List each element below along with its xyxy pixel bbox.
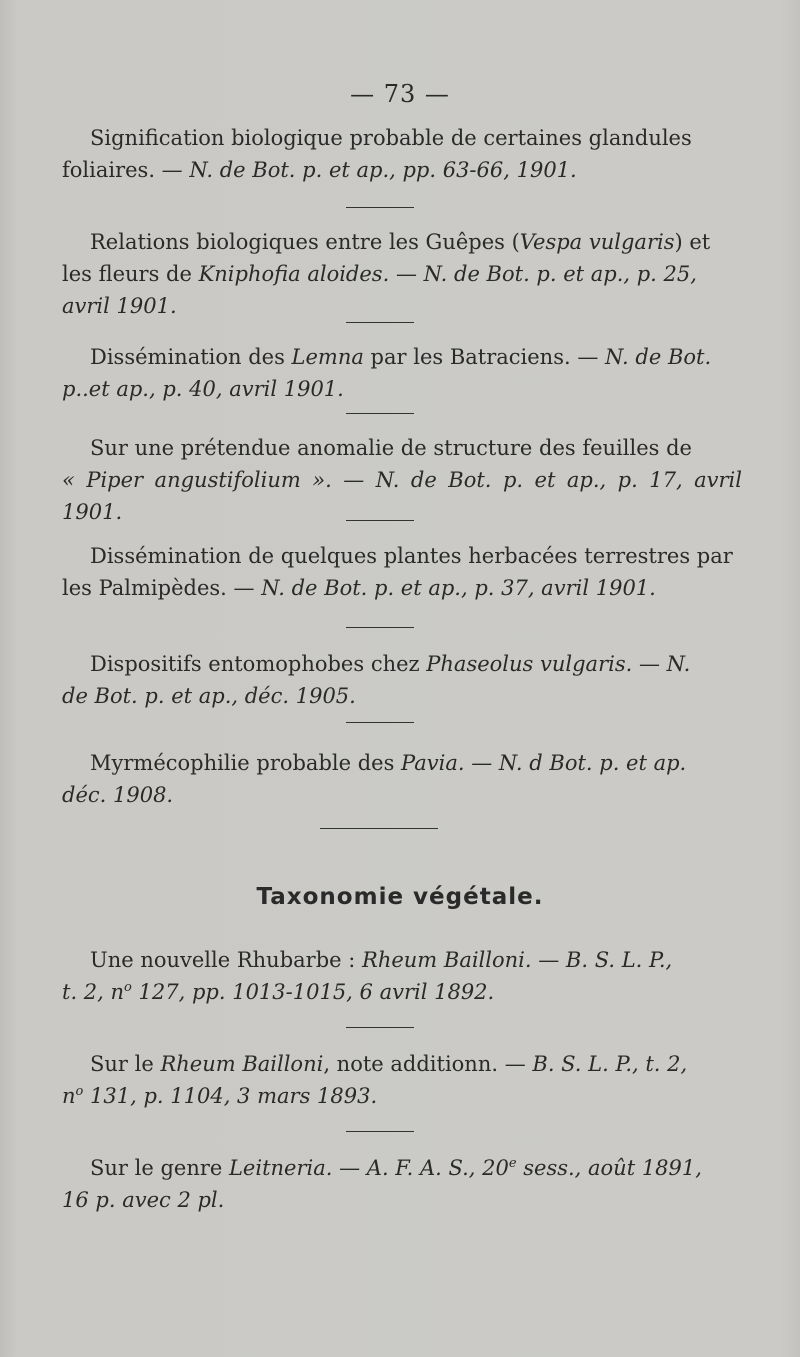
entry-superscript: o <box>124 980 132 995</box>
entry-citation: N. d Bot. p. et ap. <box>498 751 687 775</box>
bibliography-entry <box>62 1152 742 1216</box>
separator-rule <box>346 413 414 414</box>
bibliography-entry <box>62 540 742 604</box>
entry-citation: 127, pp. 1013-1015, 6 avril 1892. <box>131 980 495 1004</box>
entry-text: — <box>389 262 424 286</box>
bibliography-entry <box>62 1048 742 1112</box>
entry-taxon: Pavia. <box>401 751 465 775</box>
bibliography-entry <box>62 648 742 712</box>
entry-text: Sur le <box>90 1052 161 1076</box>
entry-taxon: Rheum Bailloni <box>160 1052 324 1076</box>
entry-text: Dissémination de quelques plantes herbacées terrestres par <box>90 544 733 568</box>
entry-taxon: Kniphofia aloides. <box>198 262 390 286</box>
section-separator-rule <box>320 828 438 829</box>
page-number: — 73 — <box>350 80 450 108</box>
entry-superscript: o <box>75 1084 84 1099</box>
entry-text: les Palmipèdes. — <box>62 576 262 600</box>
entry-citation: B. S. L. P., t. 2, <box>532 1052 688 1076</box>
separator-rule <box>346 627 414 628</box>
entry-citation: p..et ap., p. 40, avril 1901. <box>62 377 344 401</box>
entry-citation: N. de Bot. p. et ap., p. 37, avril 1901. <box>261 576 656 600</box>
entry-citation: avril 1901. <box>62 294 177 318</box>
entry-text: Une nouvelle Rhubarbe : <box>90 948 363 972</box>
entry-text: , note additionn. — <box>323 1052 533 1076</box>
separator-rule <box>346 722 414 723</box>
entry-text: Relations biologiques entre les Guêpes ( <box>90 230 520 254</box>
entry-taxon: Vespa vulgaris <box>519 230 675 254</box>
separator-rule <box>346 1131 414 1132</box>
entry-citation: de Bot. p. et ap., déc. 1905. <box>62 684 356 708</box>
entry-citation: N. <box>666 652 691 676</box>
entry-text: — <box>332 1156 367 1180</box>
entry-citation: sess., août 1891, <box>516 1156 702 1180</box>
entry-citation: N. de Bot. p. et ap., p. 25, <box>423 262 697 286</box>
separator-rule <box>346 1027 414 1028</box>
entry-taxon: Lemna <box>291 345 364 369</box>
entry-citation: N. de Bot. p. et ap., pp. 63-66, 1901. <box>189 158 577 182</box>
entry-citation: B. S. L. P., <box>565 948 673 972</box>
bibliography-entry <box>62 122 742 186</box>
separator-rule <box>346 207 414 208</box>
entry-text: Signification biologique probable de certaines glandules <box>90 126 692 150</box>
entry-text: foliaires. — <box>62 158 190 182</box>
entry-taxon: Phaseolus vulgaris. <box>426 652 633 676</box>
entry-text: — <box>531 948 566 972</box>
bibliography-entry <box>62 226 742 322</box>
bibliography-entry <box>62 341 742 405</box>
entry-text: Myrmécophilie probable des <box>90 751 402 775</box>
entry-taxon: Rheum Bailloni. <box>362 948 532 972</box>
entry-text: — <box>464 751 499 775</box>
entry-text: par les Batraciens. — <box>363 345 606 369</box>
entry-text: Sur le genre <box>90 1156 229 1180</box>
entry-citation: A. F. A. S., 20 <box>366 1156 509 1180</box>
entry-citation: 16 p. avec 2 pl. <box>62 1188 225 1212</box>
section-heading: Taxonomie végétale. <box>256 884 544 910</box>
bibliography-entry <box>62 432 742 528</box>
entry-citation: « Piper angustifolium ». — N. de Bot. p. et ap., p. 17, avril 1901. <box>62 468 742 524</box>
entry-citation: N. de Bot. <box>605 345 712 369</box>
entry-text: Dispositifs entomophobes chez <box>90 652 427 676</box>
bibliography-entry <box>62 747 742 811</box>
separator-rule <box>346 322 414 323</box>
entry-superscript: e <box>508 1156 517 1171</box>
entry-text: les fleurs de <box>62 262 199 286</box>
entry-text: Dissémination des <box>90 345 292 369</box>
entry-citation: n <box>62 1084 76 1108</box>
entry-text: — <box>632 652 667 676</box>
entry-text: ) et <box>674 230 711 254</box>
entry-text: Sur une prétendue anomalie de structure des feuilles de <box>90 436 692 460</box>
entry-citation: t. 2, n <box>62 980 125 1004</box>
entry-taxon: Leitneria. <box>228 1156 333 1180</box>
separator-rule <box>346 520 414 521</box>
entry-citation: déc. 1908. <box>62 783 174 807</box>
entry-citation: 131, p. 1104, 3 mars 1893. <box>83 1084 378 1108</box>
bibliography-entry <box>62 944 742 1008</box>
